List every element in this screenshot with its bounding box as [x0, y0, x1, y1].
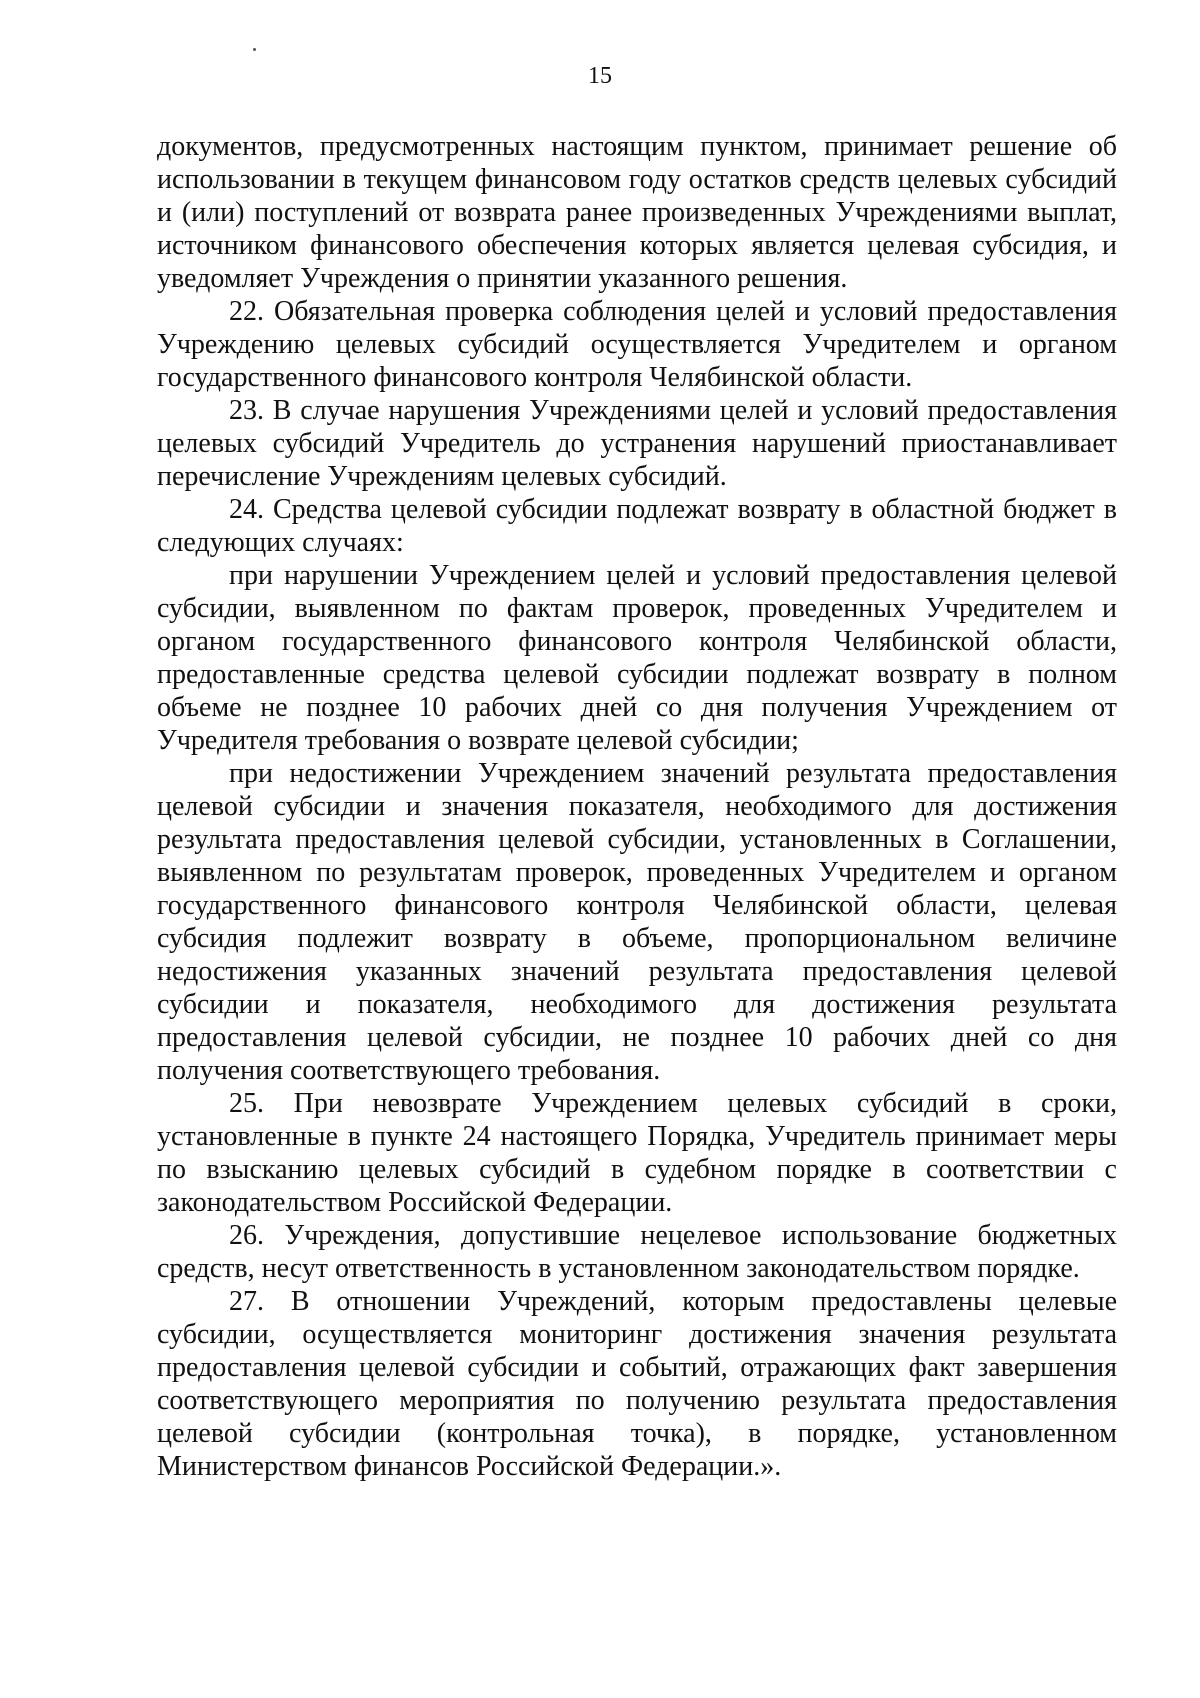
paragraph-27: 27. В отношении Учреждений, которым предоставлены целевые субсидии, осуществляется мониторинг достижения значения результата предоставления целевой субсидии и событий, отражающих факт завершения соответствующего мероприятия по получению результата предоставления целевой субсидии (контрольная точка), в порядке, установленном Министерством финансов Российской Федерации.». — [157, 1286, 1117, 1482]
paragraph-continuation: документов, предусмотренных настоящим пунктом, принимает решение об использовании в текущем финансовом году остатков средств целевых субсидий и (или) поступлений от возврата ранее произведенных Учреждениями выплат, источником финансового обеспечения которых является целевая субсидия, и уведомляет Учреждения о принятии указанного решения. — [157, 131, 1117, 294]
paragraph-25: 25. При невозврате Учреждением целевых субсидий в сроки, установленные в пункте 24 настоящего Порядка, Учредитель принимает меры по взысканию целевых субсидий в судебном порядке в соответствии с законодательством Российской Федерации. — [157, 1088, 1117, 1218]
document-body — [157, 130, 1117, 1483]
paragraph-24-case-nonachievement: при недостижении Учреждением значений результата предоставления целевой субсидии и значения показателя, необходимого для достижения результата предоставления целевой субсидии, установленных в Соглашении, выявленном по результатам проверок, проведенных Учредителем и органом государственного финансового контроля Челябинской области, целевая субсидия подлежит возврату в объеме, пропорциональном величине недостижения указанных значений результата предоставления целевой субсидии и показателя, необходимого для достижения результата предоставления целевой субсидии, не позднее 10 рабочих дней со дня получения соответствующего требования. — [157, 758, 1117, 1086]
paragraph-26: 26. Учреждения, допустившие нецелевое использование бюджетных средств, несут ответственность в установленном законодательством порядке. — [157, 1220, 1117, 1284]
paragraph-23: 23. В случае нарушения Учреждениями целей и условий предоставления целевых субсидий Учредитель до устранения нарушений приостанавливает перечисление Учреждениям целевых субсидий. — [157, 395, 1117, 492]
paragraph-22: 22. Обязательная проверка соблюдения целей и условий предоставления Учреждению целевых субсидий осуществляется Учредителем и органом государственного финансового контроля Челябинской области. — [157, 296, 1117, 393]
paragraph-24: 24. Средства целевой субсидии подлежат возврату в областной бюджет в следующих случаях: — [157, 494, 1117, 558]
paragraph-24-case-violation: при нарушении Учреждением целей и условий предоставления целевой субсидии, выявленном по фактам проверок, проведенных Учредителем и органом государственного финансового контроля Челябинской области, предоставленные средства целевой субсидии подлежат возврату в полном объеме не позднее 10 рабочих дней со дня получения Учреждением от Учредителя требования о возврате целевой субсидии; — [157, 560, 1117, 756]
scan-speck — [253, 48, 256, 51]
page-number: 15 — [588, 63, 612, 89]
